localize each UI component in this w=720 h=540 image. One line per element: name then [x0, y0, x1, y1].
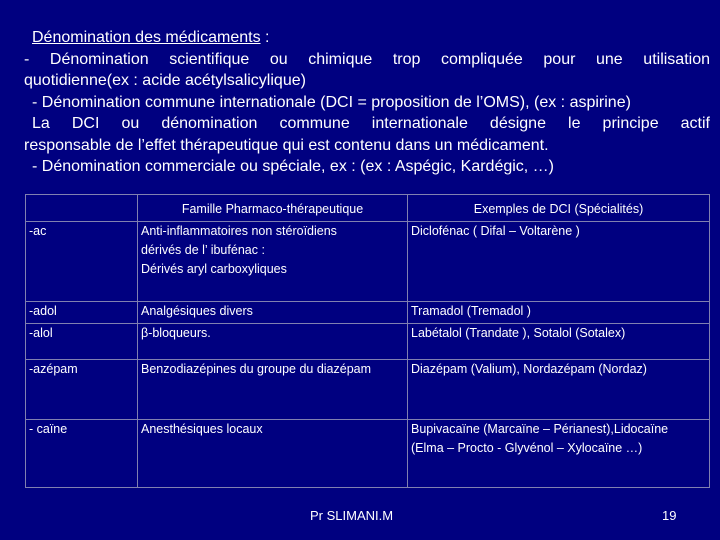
- heading-colon: :: [260, 29, 270, 46]
- header-family: Famille Pharmaco-thérapeutique: [138, 195, 408, 222]
- suffix-cell: -azépam: [26, 360, 138, 420]
- dci-definition-line2: responsable de l’effet thérapeutique qui est contenu dans un médicament.: [24, 136, 549, 154]
- family-line: β-bloqueurs.: [141, 326, 211, 340]
- examples-line: Diclofénac ( Difal – Voltarène ): [411, 224, 580, 238]
- suffix-cell: -alol: [26, 324, 138, 360]
- page-number: 19: [662, 508, 677, 523]
- family-cell: [138, 324, 408, 360]
- family-cell: [138, 420, 408, 488]
- family-line: Benzodiazépines du groupe du diazépam: [141, 362, 372, 376]
- suffix-cell: -ac: [26, 222, 138, 302]
- family-cell: [138, 360, 408, 420]
- header-suffix: [26, 195, 138, 222]
- examples-line: Bupivacaïne (Marcaïne – Périanest),Lidocaïne: [411, 422, 669, 436]
- table-row: [26, 360, 710, 420]
- family-line: Analgésiques divers: [141, 304, 253, 318]
- examples-cell: [408, 420, 710, 488]
- examples-line: (Elma – Procto - Glyvénol – Xylocaïne …): [411, 441, 643, 455]
- suffix-table: [25, 194, 710, 488]
- examples-line: Labétalol (Trandate ), Sotalol (Sotalex): [411, 326, 626, 340]
- bullet-scientific-line2: quotidienne(ex : acide acétylsalicylique): [24, 72, 306, 89]
- header-examples: Exemples de DCI (Spécialités): [408, 195, 710, 222]
- table-row: [26, 222, 710, 302]
- table-row: [26, 324, 710, 360]
- family-cell: [138, 302, 408, 324]
- family-line: Anesthésiques locaux: [141, 422, 263, 436]
- family-line: Dérivés aryl carboxyliques: [141, 262, 287, 276]
- heading-title: Dénomination des médicaments: [32, 29, 261, 46]
- bullet-commercial: - Dénomination commerciale ou spéciale, ex : (ex : Aspégic, Kardégic, …): [32, 158, 555, 175]
- suffix-cell: - caïne: [26, 420, 138, 488]
- examples-cell: [408, 222, 710, 302]
- table-row: [26, 420, 710, 488]
- examples-line: Diazépam (Valium), Nordazépam (Nordaz): [411, 362, 647, 376]
- dci-definition-line1: La DCI ou dénomination commune internationale désigne le principe actif: [32, 115, 710, 132]
- bullet-scientific-line1: - Dénomination scientifique ou chimique trop compliquée pour une utilisation: [24, 50, 710, 68]
- examples-cell: [408, 324, 710, 360]
- examples-cell: [408, 302, 710, 324]
- table-row: [26, 302, 710, 324]
- bullet-dci: - Dénomination commune internationale (DCI = proposition de l’OMS), (ex : aspirine): [32, 93, 631, 111]
- family-line: dérivés de l’ ibufénac :: [141, 243, 265, 257]
- suffix-cell: -adol: [26, 302, 138, 324]
- examples-cell: [408, 360, 710, 420]
- family-cell: [138, 222, 408, 302]
- slide-heading: [24, 27, 710, 49]
- family-line: Anti-inflammatoires non stéroïdiens: [141, 224, 337, 238]
- table-header-row: [26, 195, 710, 222]
- slide-text: [24, 27, 710, 178]
- examples-line: Tramadol (Tremadol ): [411, 304, 531, 318]
- footer-author: Pr SLIMANI.M: [310, 508, 394, 523]
